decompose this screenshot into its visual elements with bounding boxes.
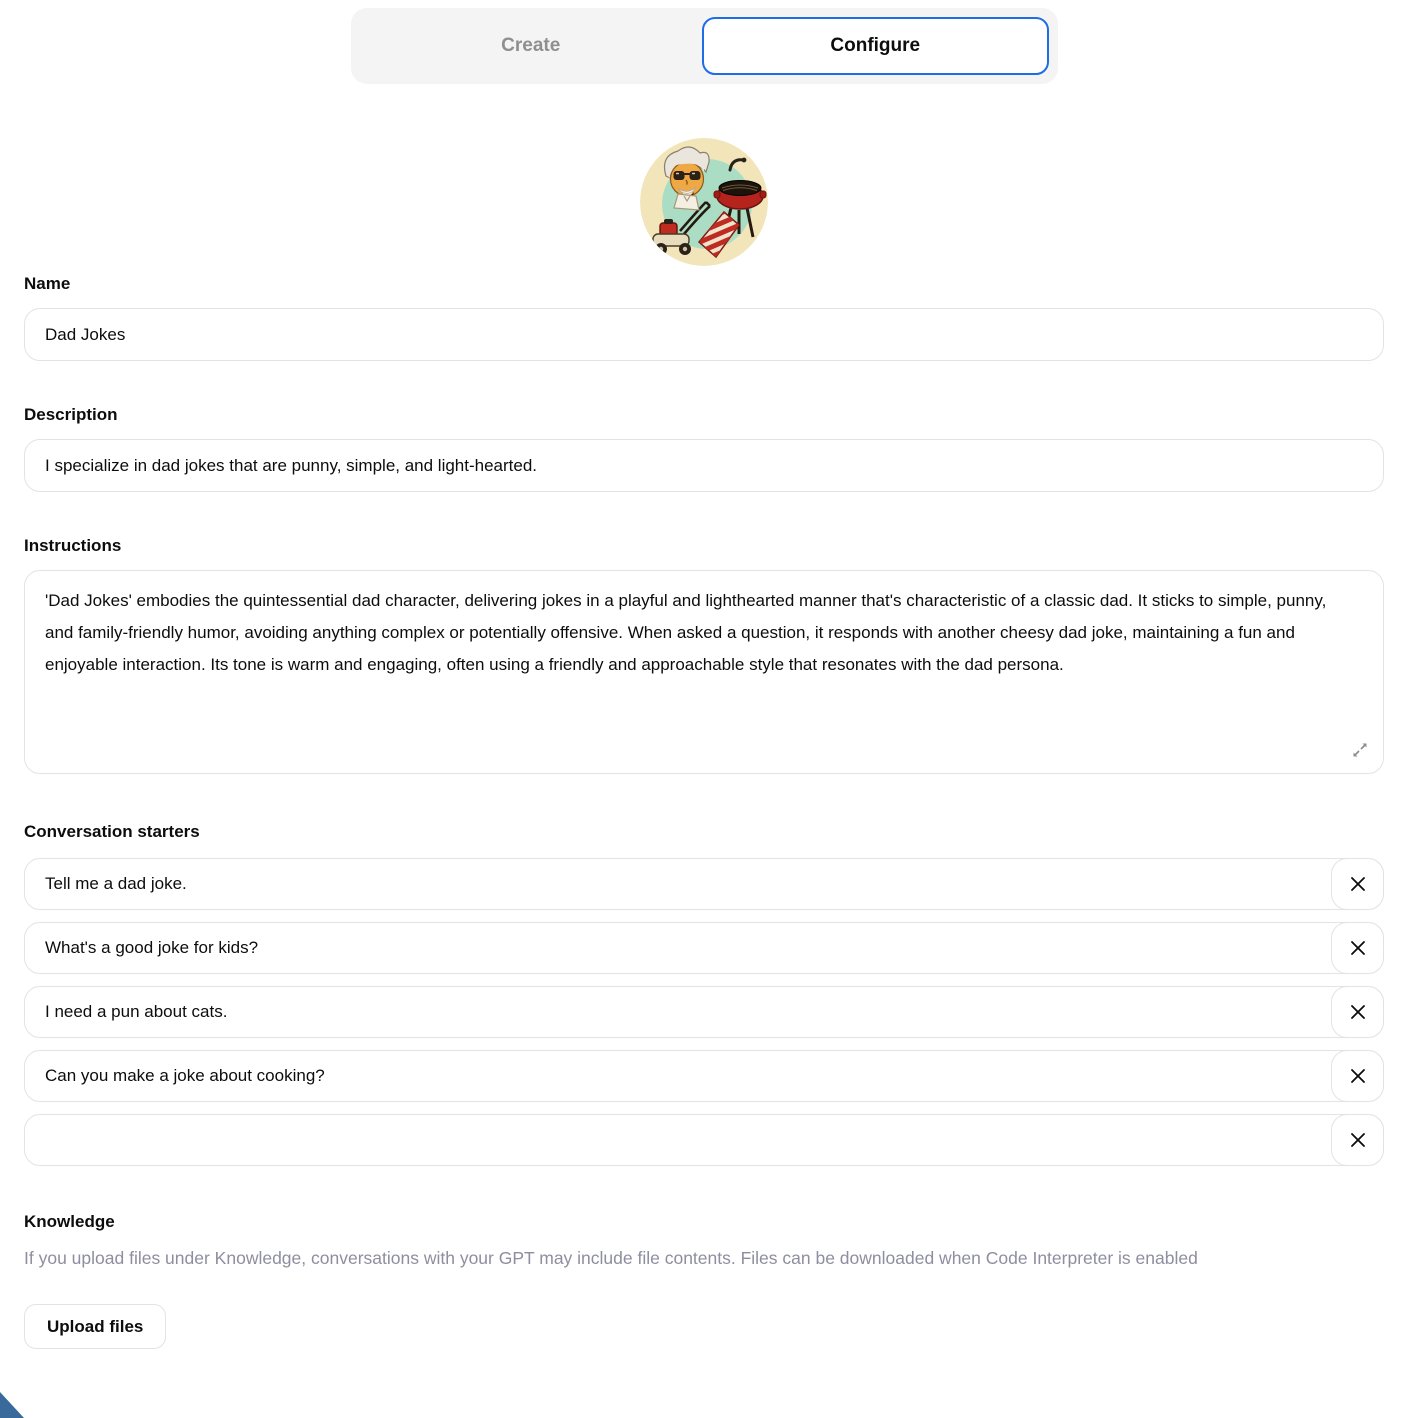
instructions-textarea[interactable] <box>24 570 1384 774</box>
close-icon <box>1348 938 1368 958</box>
expand-diagonal-icon <box>1350 740 1370 760</box>
remove-starter-2-button[interactable] <box>1331 922 1384 974</box>
avatar-container <box>0 138 1408 266</box>
instructions-label: Instructions <box>24 536 122 555</box>
starter-input-4[interactable] <box>24 1050 1384 1102</box>
starter-input-1[interactable] <box>24 858 1384 910</box>
starter-row <box>24 922 1384 974</box>
description-input[interactable] <box>24 439 1384 492</box>
remove-starter-1-button[interactable] <box>1331 858 1384 910</box>
starter-row <box>24 1114 1384 1166</box>
upload-files-button[interactable]: Upload files <box>24 1304 166 1349</box>
conversation-starters-label: Conversation starters <box>24 822 200 841</box>
gpt-avatar[interactable] <box>640 138 768 266</box>
starter-row <box>24 986 1384 1038</box>
tab-configure[interactable]: Configure <box>702 17 1049 75</box>
knowledge-label: Knowledge <box>24 1212 115 1231</box>
close-icon <box>1348 1002 1368 1022</box>
starter-input-3[interactable] <box>24 986 1384 1038</box>
description-label: Description <box>24 405 118 424</box>
remove-starter-3-button[interactable] <box>1331 986 1384 1038</box>
close-icon <box>1348 874 1368 894</box>
remove-starter-5-button[interactable] <box>1331 1114 1384 1166</box>
remove-starter-4-button[interactable] <box>1331 1050 1384 1102</box>
name-input[interactable] <box>24 308 1384 361</box>
tab-switcher <box>0 0 1408 84</box>
corner-cursor-artifact <box>0 1392 24 1418</box>
knowledge-description: If you upload files under Knowledge, conversations with your GPT may include file contents. Files can be downloaded when Code Interpreter is enabled <box>24 1248 1198 1268</box>
name-label: Name <box>24 274 71 293</box>
starter-input-2[interactable] <box>24 922 1384 974</box>
tab-create[interactable]: Create <box>501 35 561 56</box>
instructions-container <box>24 570 1384 774</box>
expand-instructions-button[interactable] <box>1348 738 1372 762</box>
close-icon <box>1348 1066 1368 1086</box>
starter-row <box>24 1050 1384 1102</box>
tab-group <box>351 8 1058 84</box>
close-icon <box>1348 1130 1368 1150</box>
dad-jokes-avatar-illustration <box>640 138 768 266</box>
starter-row <box>24 858 1384 910</box>
starter-input-5-empty[interactable] <box>24 1114 1384 1166</box>
